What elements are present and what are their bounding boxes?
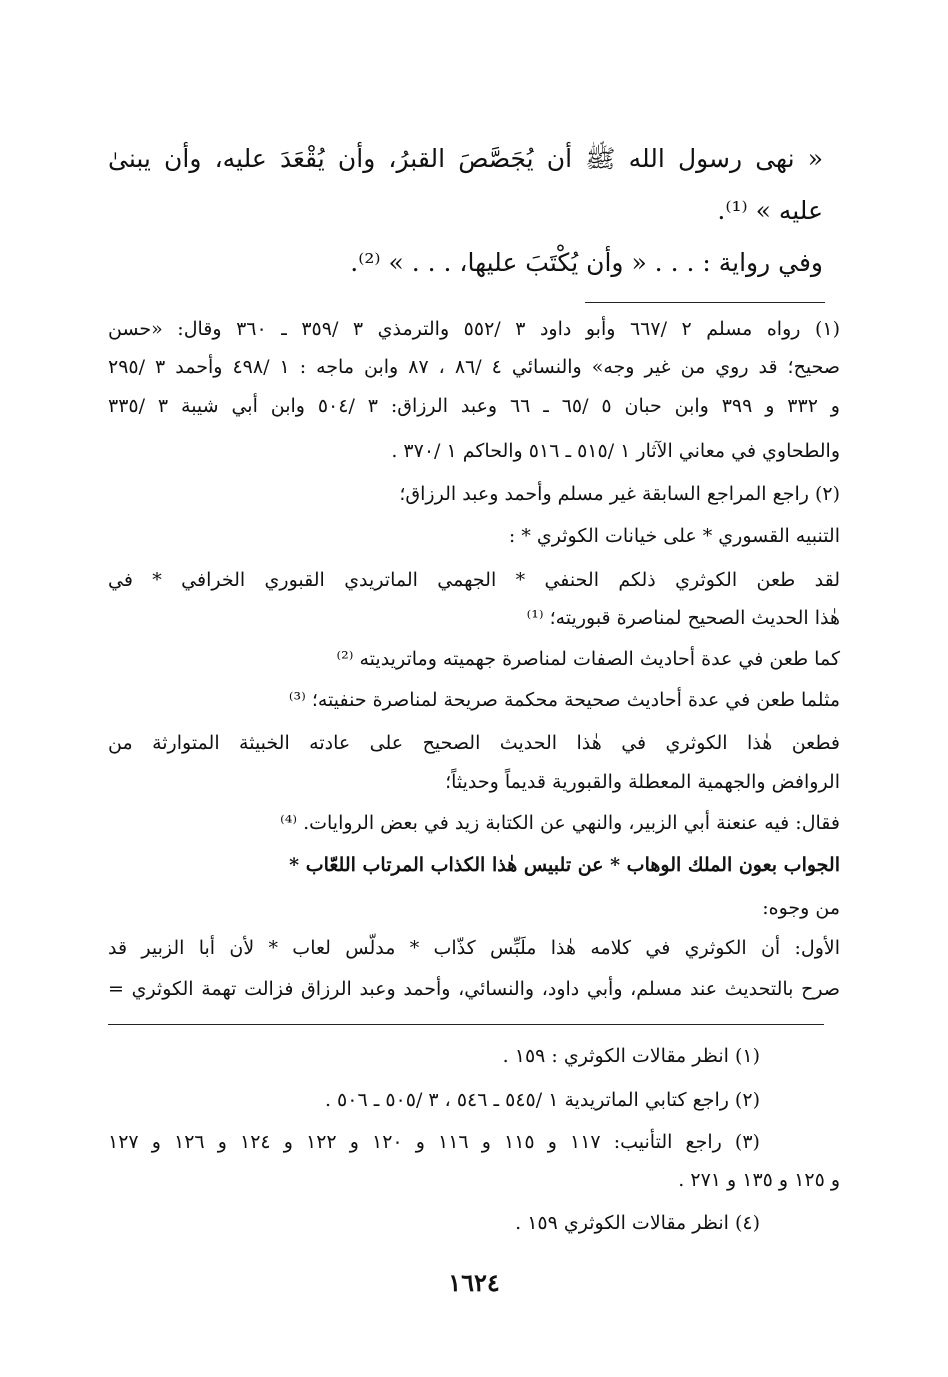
commentary-line-3: و ٣٣٢ و ٣٩٩ وابن حبان ٥ /٦٥ ـ ٦٦ وعبد الرزاق: ٣ /٥٠٤ وابن أبي شيبة ٣ /٣٣٥ — [108, 395, 840, 417]
footnote-2: (٢) راجع كتابي الماتريدية ١ /٥٤٥ ـ ٥٤٦ ، ٣ /٥٠٥ ـ ٥٠٦ . — [324, 1089, 760, 1111]
hadith-line-2: عليه » ⁽¹⁾. — [717, 196, 823, 225]
commentary-line-1: (١) رواه مسلم ٢ /٦٦٧ وأبو داود ٣ /٥٥٢ والترمذي ٣ /٣٥٩ ـ ٣٦٠ وقال: «حسن — [108, 318, 841, 340]
footnote-1: (١) انظر مقالات الكوثري : ١٥٩ . — [502, 1045, 760, 1067]
commentary-line-5: (٢) راجع المراجع السابقة غير مسلم وأحمد وعبد الرزاق؛ — [399, 483, 840, 505]
page-number: ١٦٢٤ — [448, 1268, 500, 1297]
footnote-3-line-1: (٣) راجع التأنيب: ١١٧ و ١١٥ و ١١٦ و ١٢٠ و ١٢٢ و ١٢٤ و ١٢٦ و ١٢٧ — [108, 1131, 760, 1153]
hadith-line-3: وفي رواية : . . . « وأن يُكْتَبَ عليها، . . . » ⁽²⁾. — [350, 248, 823, 277]
lower-footnote-separator — [108, 1024, 824, 1025]
upper-footnote-separator — [585, 302, 825, 303]
commentary-line-12: الروافض والجهمية المعطلة والقبورية قديماً وحديثاً؛ — [445, 771, 840, 793]
commentary-line-10: مثلما طعن في عدة أحاديث صحيحة محكمة صريحة لمناصرة حنفيته؛ ⁽³⁾ — [288, 689, 840, 711]
hadith-line-1: « نهى رسول الله ﷺ أن يُجَصَّصَ القبرُ، وأن يُقْعَدَ عليه، وأن يبنىٰ — [108, 144, 823, 173]
footnote-4: (٤) انظر مقالات الكوثري ١٥٩ . — [515, 1212, 760, 1234]
commentary-line-11: فطعن هٰذا الكوثري في هٰذا الحديث الصحيح على عادته الخبيثة المتوارثة من — [108, 732, 840, 754]
commentary-line-15: من وجوه: — [762, 897, 840, 919]
commentary-line-7: لقد طعن الكوثري ذلكم الحنفي * الجهمي الماتريدي القبوري الخرافي * في — [108, 569, 840, 591]
commentary-line-13: فقال: فيه عنعنة أبي الزبير، والنهي عن الكتابة زيد في بعض الروايات. ⁽⁴⁾ — [280, 812, 840, 834]
commentary-line-8: هٰذا الحديث الصحيح لمناصرة قبوريته؛ ⁽¹⁾ — [526, 607, 840, 629]
commentary-line-2: صحيح؛ قد روي من غير وجه» والنسائي ٤ /٨٦ ، ٨٧ وابن ماجه : ١ /٤٩٨ وأحمد ٣ /٢٩٥ — [108, 356, 840, 378]
commentary-line-4: والطحاوي في معاني الآثار ١ /٥١٥ ـ ٥١٦ والحاكم ١ /٣٧٠ . — [391, 440, 840, 462]
commentary-line-14: الجواب بعون الملك الوهاب * عن تلبيس هٰذا الكذاب المرتاب اللعّاب * — [289, 854, 840, 876]
footnote-3-line-2: و ١٢٥ و ١٣٥ و ٢٧١ . — [678, 1169, 840, 1191]
commentary-line-9: كما طعن في عدة أحاديث الصفات لمناصرة جهميته وماتريديته ⁽²⁾ — [336, 648, 840, 670]
commentary-line-17: صرح بالتحديث عند مسلم، وأبي داود، والنسائي، وأحمد وعبد الرزاق فزالت تهمة الكوثري = — [108, 978, 840, 1000]
commentary-line-16: الأول: أن الكوثري في كلامه هٰذا ملَبِّس كذّاب * مدلّس لعاب * لأن أبا الزبير قد — [108, 937, 840, 959]
commentary-line-6: التنبيه القسوري * على خيانات الكوثري * : — [508, 525, 840, 547]
